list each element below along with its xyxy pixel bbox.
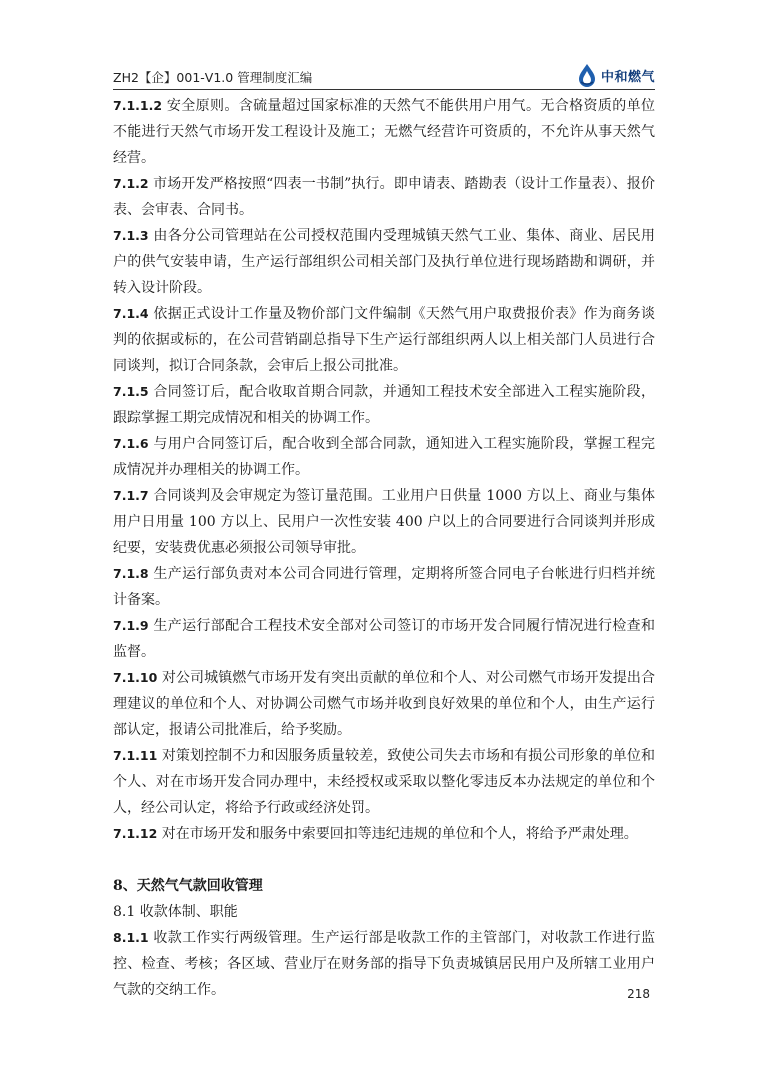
clause-number: 7.1.2 (113, 176, 149, 191)
clause-text: 收款工作实行两级管理。生产运行部是收款工作的主管部门，对收款工作进行监控、检查、考核；各区域、营业厅在财务部的指导下负责城镇居民用户及所辖工业用户气款的交纳工作。 (113, 930, 655, 998)
clause-number: 8.1.1 (113, 930, 149, 945)
clause-text: 对策划控制不力和因服务质量较差，致使公司失去市场和有损公司形象的单位和个人、对在市场开发合同办理中，未经授权或采取以整化零违反本办法规定的单位和个人，经公司认定，将给予行政或经济处罚。 (113, 748, 655, 816)
flame-drop-icon (576, 63, 598, 87)
clause-7-1-4 (113, 301, 655, 379)
clause-number: 7.1.9 (113, 618, 149, 633)
clause-number: 7.1.4 (113, 306, 149, 321)
clause-number: 7.1.5 (113, 384, 149, 399)
clause-number: 7.1.10 (113, 670, 158, 685)
clause-7-1-1-2 (113, 93, 655, 171)
clause-text: 安全原则。含硫量超过国家标准的天然气不能供用户用气。无合格资质的单位不能进行天然气市场开发工程设计及施工；无燃气经营许可资质的，不允许从事天然气经营。 (113, 98, 655, 166)
page-header (113, 58, 655, 88)
clause-text: 对公司城镇燃气市场开发有突出贡献的单位和个人、对公司燃气市场开发提出合理建议的单位和个人、对协调公司燃气市场并收到良好效果的单位和个人，由生产运行部认定，报请公司批准后，给予奖励。 (113, 670, 655, 738)
clause-7-1-2 (113, 171, 655, 223)
clause-7-1-8 (113, 561, 655, 613)
clause-text: 市场开发严格按照“四表一书制”执行。即申请表、踏勘表（设计工作量表）、报价表、会审表、合同书。 (113, 176, 655, 218)
clause-8-1-1 (113, 925, 655, 1003)
clause-7-1-12 (113, 821, 655, 847)
clause-number: 7.1.7 (113, 488, 149, 503)
document-body (113, 93, 655, 1003)
logo-text: 中和燃气 (600, 69, 655, 85)
company-logo (576, 63, 655, 87)
clause-7-1-5 (113, 379, 655, 431)
clause-number: 7.1.11 (113, 748, 158, 763)
clause-text: 合同谈判及会审规定为签订量范围。工业用户日供量 1000 方以上、商业与集体用户日用量 100 方以上、民用户一次性安装 400 户以上的合同要进行合同谈判并形成纪要，安装费优惠必须报公司领导审批。 (113, 488, 655, 556)
clause-7-1-9 (113, 613, 655, 665)
clause-text: 生产运行部配合工程技术安全部对公司签订的市场开发合同履行情况进行检查和监督。 (113, 618, 655, 660)
clause-7-1-11 (113, 743, 655, 821)
section-8-title: 8、天然气气款回收管理 (113, 878, 263, 894)
clause-text: 生产运行部负责对本公司合同进行管理，定期将所签合同电子台帐进行归档并统计备案。 (113, 566, 655, 608)
section-8-1-subtitle: 8.1 收款体制、职能 (113, 904, 238, 920)
clause-7-1-7 (113, 483, 655, 561)
header-title: ZH2【企】001-V1.0 管理制度汇编 (113, 70, 313, 85)
clause-text: 由各分公司管理站在公司授权范围内受理城镇天然气工业、集体、商业、居民用户的供气安装申请，生产运行部组织公司相关部门及执行单位进行现场踏勘和调研，并转入设计阶段。 (113, 228, 655, 296)
clause-7-1-6 (113, 431, 655, 483)
clause-7-1-10 (113, 665, 655, 743)
clause-number: 7.1.12 (113, 826, 158, 841)
clause-7-1-3 (113, 223, 655, 301)
clause-number: 7.1.6 (113, 436, 149, 451)
clause-text: 合同签订后，配合收取首期合同款，并通知工程技术安全部进入工程实施阶段，跟踪掌握工期完成情况和相关的协调工作。 (113, 384, 655, 426)
clause-text: 与用户合同签订后，配合收到全部合同款，通知进入工程实施阶段，掌握工程完成情况并办理相关的协调工作。 (113, 436, 655, 478)
header-divider (113, 89, 655, 90)
page-number: 218 (627, 987, 650, 1001)
clause-text: 对在市场开发和服务中索要回扣等违纪违规的单位和个人，将给予严肃处理。 (157, 826, 638, 842)
clause-number: 7.1.3 (113, 228, 149, 243)
clause-text: 依据正式设计工作量及物价部门文件编制《天然气用户取费报价表》作为商务谈判的依据或标的，在公司营销副总指导下生产运行部组织两人以上相关部门人员进行合同谈判，拟订合同条款，会审后上报公司批准。 (113, 306, 655, 374)
clause-number: 7.1.1.2 (113, 98, 163, 113)
clause-number: 7.1.8 (113, 566, 149, 581)
